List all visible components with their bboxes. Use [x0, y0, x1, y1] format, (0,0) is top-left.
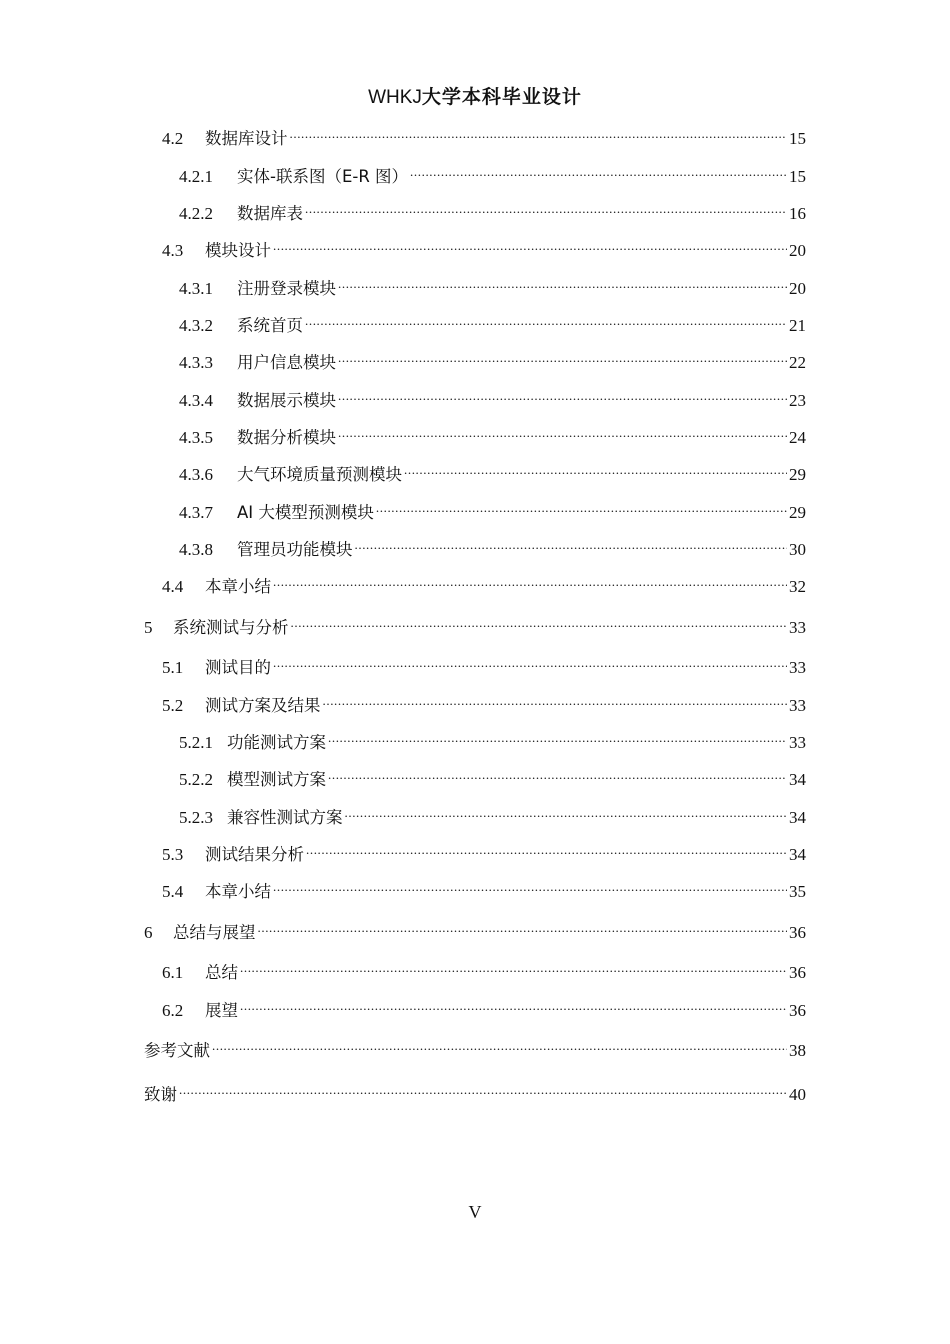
toc-dot-leader — [240, 956, 787, 978]
toc-dot-leader — [258, 916, 788, 938]
toc-entry-number: 4.2.2 — [179, 204, 213, 223]
toc-entry-number: 4.3.3 — [179, 353, 213, 372]
toc-entry-page: 34 — [789, 845, 806, 864]
toc-entry[interactable] — [162, 838, 806, 866]
toc-entry-page: 32 — [789, 577, 806, 596]
toc-entry-number: 4.3.5 — [179, 428, 213, 447]
toc-dot-leader — [273, 651, 787, 673]
toc-entry[interactable] — [162, 689, 806, 717]
toc-entry-page: 33 — [789, 733, 806, 752]
toc-entry-number: 5.4 — [162, 882, 184, 901]
toc-entry-page: 36 — [789, 963, 806, 982]
toc-entry[interactable] — [179, 496, 806, 524]
toc-entry[interactable] — [179, 309, 806, 337]
toc-entry-number: 6.2 — [162, 1001, 184, 1020]
toc-dot-leader — [212, 1034, 787, 1056]
toc-dot-leader — [273, 234, 787, 256]
toc-dot-leader — [376, 496, 787, 518]
toc-entry-number: 4.3.4 — [179, 391, 213, 410]
toc-entry-title: 测试结果分析 — [205, 845, 304, 864]
toc-entry-page: 35 — [789, 882, 806, 901]
toc-entry-page: 29 — [789, 503, 806, 522]
toc-entry[interactable] — [162, 570, 806, 598]
toc-entry-title: 数据展示模块 — [237, 391, 336, 410]
toc-dot-leader — [338, 421, 787, 443]
toc-entry-title: 展望 — [205, 1001, 238, 1020]
toc-entry[interactable] — [179, 421, 806, 449]
toc-entry-page: 24 — [789, 428, 806, 447]
toc-entry[interactable] — [144, 1078, 806, 1106]
toc-entry-page: 36 — [789, 923, 806, 942]
toc-entry-page: 21 — [789, 316, 806, 335]
toc-dot-leader — [355, 533, 788, 555]
toc-dot-leader — [410, 160, 787, 182]
toc-entry-title: 实体-联系图（E-R 图） — [237, 167, 409, 186]
toc-dot-leader — [273, 875, 787, 897]
toc-dot-leader — [323, 689, 788, 711]
toc-entry[interactable] — [179, 801, 806, 829]
toc-dot-leader — [290, 122, 788, 144]
toc-entry-number: 4.3.8 — [179, 540, 213, 559]
toc-entry-page: 40 — [789, 1085, 806, 1104]
toc-entry[interactable] — [179, 763, 806, 791]
toc-entry-title: 数据库表 — [237, 204, 303, 223]
toc-dot-leader — [305, 309, 787, 331]
toc-entry-page: 33 — [789, 696, 806, 715]
toc-entry-page: 20 — [789, 241, 806, 260]
toc-dot-leader — [305, 197, 787, 219]
toc-entry-title: 管理员功能模块 — [237, 540, 353, 559]
toc-dot-leader — [179, 1078, 787, 1100]
toc-entry-title: 本章小结 — [205, 882, 271, 901]
toc-entry[interactable] — [179, 726, 806, 754]
toc-entry[interactable] — [144, 611, 806, 639]
toc-entry-title: 用户信息模块 — [237, 353, 336, 372]
toc-entry-number: 6.1 — [162, 963, 184, 982]
toc-entry[interactable] — [179, 197, 806, 225]
toc-entry-page: 16 — [789, 204, 806, 223]
toc-entry-number: 4.3.1 — [179, 279, 213, 298]
toc-dot-leader — [306, 838, 787, 860]
toc-entry-page: 33 — [789, 618, 806, 637]
toc-dot-leader — [291, 611, 788, 633]
toc-entry-title: 功能测试方案 — [227, 733, 326, 752]
toc-dot-leader — [338, 346, 787, 368]
toc-entry-title: 注册登录模块 — [237, 279, 336, 298]
toc-dot-leader — [338, 384, 787, 406]
toc-dot-leader — [338, 272, 787, 294]
toc-entry-title: 大气环境质量预测模块 — [237, 465, 402, 484]
toc-entry[interactable] — [162, 234, 806, 262]
toc-entry-number: 5.1 — [162, 658, 184, 677]
toc-entry-title: 模型测试方案 — [227, 770, 326, 789]
toc-entry-page: 20 — [789, 279, 806, 298]
toc-entry-number: 6 — [144, 923, 153, 942]
toc-entry-title: 本章小结 — [205, 577, 271, 596]
toc-entry-title: 致谢 — [144, 1085, 177, 1104]
toc-entry-number: 4.2.1 — [179, 167, 213, 186]
toc-entry-page: 34 — [789, 770, 806, 789]
toc-entry-number: 5.2 — [162, 696, 184, 715]
toc-entry-number: 4.2 — [162, 129, 184, 148]
toc-entry-number: 5.2.3 — [179, 808, 213, 827]
toc-entry[interactable] — [162, 651, 806, 679]
toc-dot-leader — [404, 458, 787, 480]
toc-entry-title: 系统测试与分析 — [173, 618, 289, 637]
toc-dot-leader — [328, 763, 787, 785]
toc-entry[interactable] — [162, 875, 806, 903]
toc-entry-page: 34 — [789, 808, 806, 827]
toc-entry[interactable] — [179, 346, 806, 374]
toc-entry[interactable] — [179, 160, 806, 188]
toc-entry-page: 29 — [789, 465, 806, 484]
toc-entry-title: 测试目的 — [205, 658, 271, 677]
header-title: 大学本科毕业设计 — [421, 86, 582, 108]
toc-entry[interactable] — [179, 458, 806, 486]
toc-entry-title: 总结与展望 — [173, 923, 256, 942]
toc-dot-leader — [273, 570, 787, 592]
toc-entry-page: 33 — [789, 658, 806, 677]
toc-entry-title: 数据分析模块 — [237, 428, 336, 447]
toc-entry[interactable] — [179, 533, 806, 561]
toc-entry-title: 兼容性测试方案 — [227, 808, 343, 827]
toc-entry[interactable] — [162, 956, 806, 984]
toc-entry-page: 38 — [789, 1041, 806, 1060]
toc-entry[interactable] — [144, 916, 806, 944]
toc-entry[interactable] — [162, 122, 806, 150]
page-header — [0, 82, 950, 109]
toc-entry-title: 系统首页 — [237, 316, 303, 335]
toc-entry-number: 4.4 — [162, 577, 184, 596]
toc-entry-number: 4.3.2 — [179, 316, 213, 335]
toc-entry-title: AI 大模型预测模块 — [237, 503, 374, 522]
toc-entry-title: 总结 — [205, 963, 238, 982]
toc-entry[interactable] — [179, 272, 806, 300]
toc-entry-number: 5.2.1 — [179, 733, 213, 752]
toc-entry-title: 模块设计 — [205, 241, 271, 260]
toc-entry[interactable] — [179, 384, 806, 412]
toc-dot-leader — [328, 726, 787, 748]
toc-entry-number: 5.2.2 — [179, 770, 213, 789]
toc-entry-page: 30 — [789, 540, 806, 559]
toc-entry-title: 参考文献 — [144, 1041, 210, 1060]
toc-entry-number: 4.3.6 — [179, 465, 213, 484]
toc-entry-number: 4.3 — [162, 241, 184, 260]
toc-entry-title: 数据库设计 — [205, 129, 288, 148]
header-prefix: WHKJ — [368, 87, 422, 108]
toc-entry-page: 15 — [789, 129, 806, 148]
toc-entry-page: 36 — [789, 1001, 806, 1020]
page-number: V — [468, 1202, 482, 1222]
toc-entry-page: 23 — [789, 391, 806, 410]
toc-entry-page: 15 — [789, 167, 806, 186]
toc-entry[interactable] — [144, 1034, 806, 1062]
toc-entry-number: 5.3 — [162, 845, 184, 864]
toc-entry-page: 22 — [789, 353, 806, 372]
toc-entry-number: 4.3.7 — [179, 503, 213, 522]
toc-entry[interactable] — [162, 994, 806, 1022]
toc-entry-number: 5 — [144, 618, 153, 637]
toc-entry-title: 测试方案及结果 — [205, 696, 321, 715]
toc-dot-leader — [240, 994, 787, 1016]
toc-dot-leader — [345, 801, 788, 823]
